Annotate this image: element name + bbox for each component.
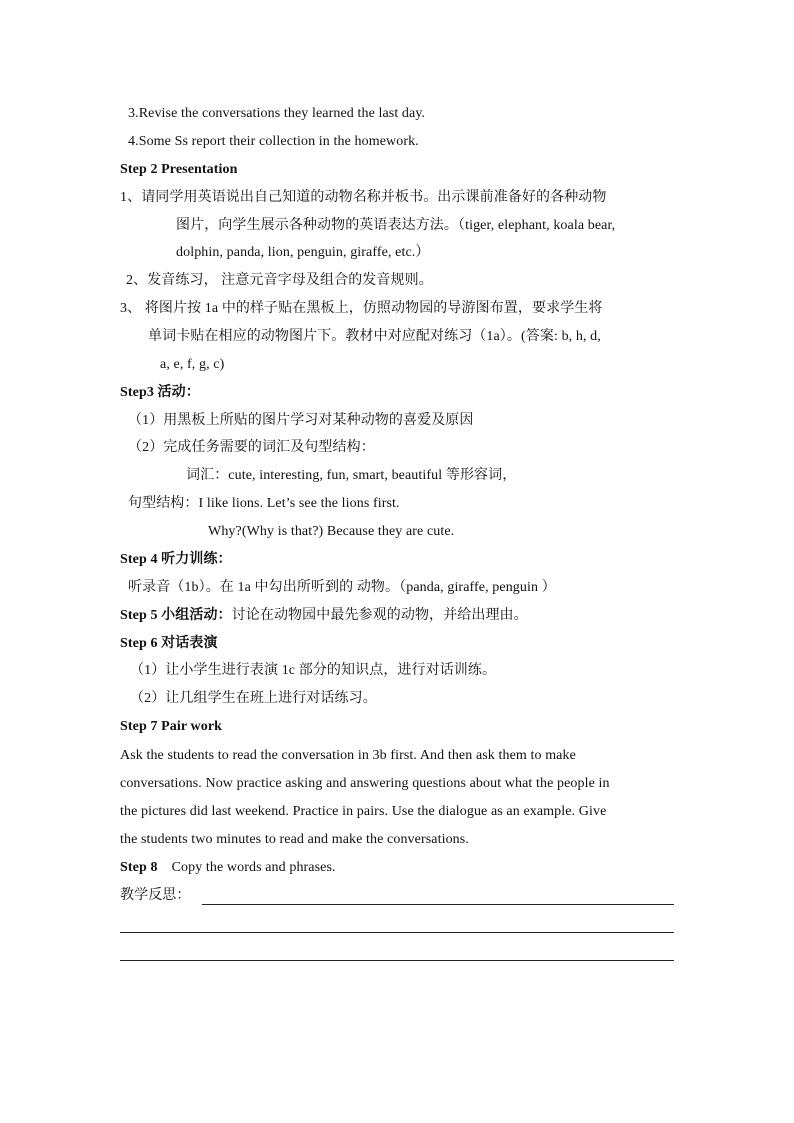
step-2-item-1-line-2: 图片，向学生展示各种动物的英语表达方法。（tiger, elephant, koala bear,	[176, 218, 616, 233]
step-6-item-2: （2）让几组学生在班上进行对话练习。	[130, 691, 377, 706]
review-item-4: 4.Some Ss report their collection in the homework.	[128, 134, 419, 149]
sentence-pattern-line-1: 句型结构：I like lions. Let’s see the lions first.	[128, 496, 400, 511]
step-2-item-3-line-1: 3、 将图片按 1a 中的样子贴在黑板上，仿照动物园的导游图布置，要求学生将	[120, 301, 603, 316]
step-4-heading: Step 4 听力训练：	[120, 552, 232, 567]
step-5-text: 讨论在动物园中最先参观的动物，并给出理由。	[231, 608, 528, 623]
step-2-item-3-line-2: 单词卡贴在相应的动物图片下。教材中对应配对练习（1a）。(答案: b, h, d,	[148, 329, 601, 344]
step-7-heading: Step 7 Pair work	[120, 719, 223, 734]
step-2-item-3-line-3: a, e, f, g, c)	[160, 357, 225, 372]
step-8-line	[120, 858, 336, 878]
step-5-heading: Step 5 小组活动：	[120, 608, 232, 623]
step-6-heading: Step 6 对话表演	[120, 636, 218, 651]
step-3-item-2: （2）完成任务需要的词汇及句型结构：	[128, 440, 375, 455]
step-6-item-1: （1）让小学生进行表演 1c 部分的知识点，进行对话训练。	[130, 663, 497, 678]
step-7-paragraph-line-3: the pictures did last weekend. Practice in pairs. Use the dialogue as an example. Give	[120, 804, 607, 819]
step-7-paragraph-line-2: conversations. Now practice asking and answering questions about what the people in	[120, 776, 610, 791]
reflection-line-2	[120, 932, 674, 933]
vocabulary-line: 词汇：cute, interesting, fun, smart, beautiful 等形容词，	[186, 468, 517, 483]
step-5-line	[120, 606, 528, 626]
reflection-line-1	[202, 904, 674, 905]
step-3-item-1: （1）用黑板上所贴的图片学习对某种动物的喜爱及原因	[128, 413, 474, 428]
step-7-paragraph-line-1: Ask the students to read the conversation in 3b first. And then ask them to make	[120, 748, 576, 763]
step-2-item-1-line-1: 1、请同学用英语说出自己知道的动物名称并板书。出示课前准备好的各种动物	[120, 190, 607, 205]
sentence-pattern-line-2: Why?(Why is that?) Because they are cute.	[208, 524, 455, 539]
step-2-item-1-line-3: dolphin, panda, lion, penguin, giraffe, etc.）	[176, 245, 430, 260]
reflection-label: 教学反思：	[120, 888, 191, 903]
step-8-text: Copy the words and phrases.	[171, 860, 336, 875]
step-4-text: 听录音（1b）。在 1a 中勾出所听到的 动物。（panda, giraffe, penguin ）	[128, 580, 556, 595]
step-7-paragraph-line-4: the students two minutes to read and make the conversations.	[120, 832, 469, 847]
reflection-line-3	[120, 960, 674, 961]
step-2-item-2: 2、发音练习， 注意元音字母及组合的发音规则。	[126, 273, 433, 288]
step-3-heading: Step3 活动：	[120, 385, 200, 400]
step-2-heading: Step 2 Presentation	[120, 162, 238, 177]
review-item-3: 3.Revise the conversations they learned the last day.	[128, 106, 426, 121]
step-8-heading: Step 8	[120, 860, 158, 875]
